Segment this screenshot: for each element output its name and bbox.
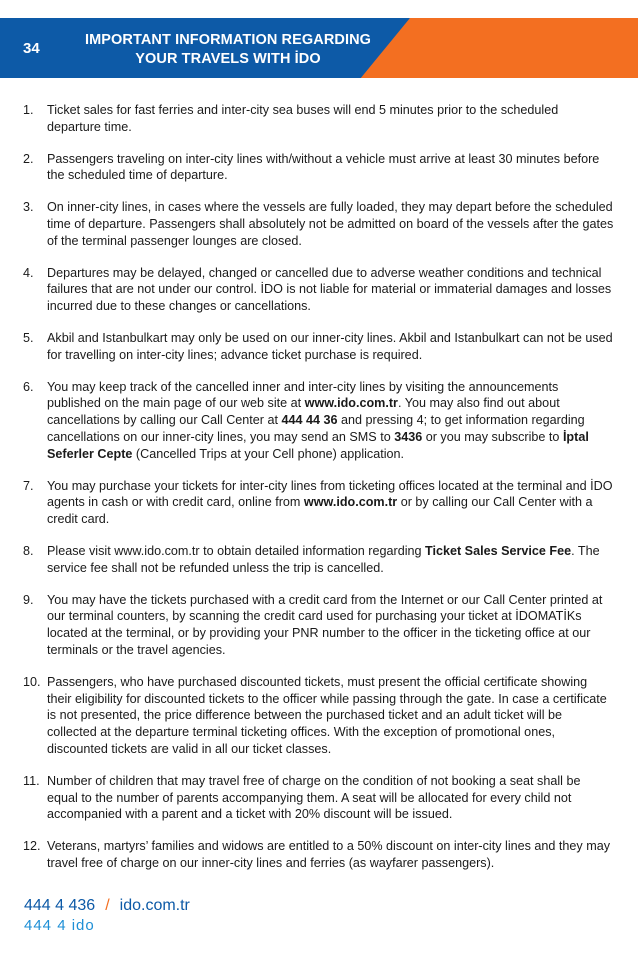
list-item (0, 592, 638, 659)
text-run: Passengers traveling on inter-city lines with/without a vehicle must arrive at least 30 minutes before the scheduled time of departure. (47, 151, 600, 183)
page-number: 34 (23, 40, 40, 57)
text-run: Veterans, martyrs’ families and widows are entitled to a 50% discount on inter-city lines and they may travel free of charge on our inner-city lines and ferries (as wayfarer passengers). (47, 839, 611, 870)
text-run: Akbil and Istanbulkart may only be used on our inner-city lines. Akbil and Istanbulkart can not be used for travelling on inter-city lines; advance ticket purchase is required. (47, 330, 613, 362)
list-item-number: 7. (23, 478, 34, 493)
text-run: . The service fee shall not be refunded unless the trip is cancelled. (47, 543, 600, 575)
footer-separator: / (105, 897, 110, 914)
bold-text: 3436 (394, 429, 423, 444)
page-title-line1: IMPORTANT INFORMATION REGARDING (84, 32, 372, 48)
list-item-text (47, 151, 614, 185)
list-item-text (47, 773, 614, 823)
list-item-number: 1. (23, 103, 34, 117)
footer-vanity-number: 444 4 ido (24, 917, 95, 934)
list-item-text (47, 379, 614, 463)
list-item-text (47, 838, 614, 872)
bold-text: www.ido.com.tr (304, 396, 398, 411)
page-header (0, 18, 638, 78)
list-item-number: 12. (23, 839, 41, 854)
list-item-text (47, 199, 614, 249)
bold-text: Ticket Sales Service Fee (425, 543, 572, 558)
bold-text: İptal Seferler Cepte (47, 429, 589, 461)
text-run: or you may subscribe to (422, 429, 563, 444)
list-item-number: 8. (23, 543, 34, 558)
list-item (0, 543, 638, 577)
list-item (0, 151, 638, 185)
text-run: On inner-city lines, in cases where the vessels are fully loaded, they may depart before the scheduled time of departure. Passengers shall absolutely not be admitted on board of the vessels after the gates of the terminal passenger lounges are closed. (47, 200, 614, 248)
list-item-text (47, 674, 614, 758)
list-item-text (47, 265, 614, 315)
page-title-line2: YOUR TRAVELS WITH İDO (135, 51, 321, 67)
list-item (0, 838, 638, 872)
information-list (0, 102, 638, 887)
list-item (0, 199, 638, 249)
text-run: You may keep track of the cancelled inner and inter-city lines by visiting the announcements published on the main page of our web site at (47, 379, 559, 411)
text-run: You may purchase your tickets for inter-city lines from ticketing offices located at the terminal and İDO agents in cash or with credit card, online from (47, 478, 613, 510)
bold-text: 444 44 36 (281, 413, 338, 428)
list-item-number: 9. (23, 592, 34, 607)
list-item-text (47, 543, 614, 577)
list-item-number: 3. (23, 200, 34, 215)
text-run: . You may also find out about cancellations by calling our Call Center at (47, 396, 560, 428)
list-item-text (47, 478, 614, 528)
list-item-number: 5. (23, 330, 34, 345)
list-item-number: 4. (23, 265, 34, 280)
text-run: Departures may be delayed, changed or cancelled due to adverse weather conditions and technical failures that are not under our control. İDO is not liable for material or immaterial damages and losses incurred due to these changes or cancellations. (47, 265, 612, 314)
page-title (58, 31, 398, 69)
list-item (0, 773, 638, 823)
text-run: (Cancelled Trips at your Cell phone) application. (132, 446, 405, 461)
list-item-number: 10. (23, 674, 41, 689)
text-run: Number of children that may travel free of charge on the condition of not booking a seat shall be equal to the number of parents accompanying them. A seat will be allocated for every child not accompanied with a parent and a ticket with 20% discount will be issued. (47, 773, 581, 822)
list-item (0, 379, 638, 463)
text-run: Please visit www.ido.com.tr to obtain detailed information regarding (47, 543, 426, 558)
list-item-text (47, 592, 614, 659)
list-item (0, 265, 638, 315)
footer-contact-line (24, 896, 190, 916)
list-item (0, 330, 638, 364)
text-run: Passengers, who have purchased discounted tickets, must present the official certificate showing their eligibility for discounted tickets to the officer while passing through the gate. In case a certificate is not presented, the price difference between the purchased ticket and an adult ticket will be collected at the departure terminal ticketing offices. With the exception of promotional ones, discounted tickets are valid in all our ticket classes. (47, 674, 607, 756)
text-run: or by calling our Call Center with a credit card. (47, 495, 593, 527)
list-item-number: 6. (23, 379, 34, 394)
list-item-text (47, 330, 614, 364)
footer-phone: 444 4 436 (24, 897, 96, 914)
footer-website: ido.com.tr (119, 897, 190, 914)
list-item (0, 478, 638, 528)
list-item-number: 11. (23, 773, 40, 788)
list-item-text (47, 102, 614, 136)
list-item (0, 102, 638, 136)
list-item (0, 674, 638, 758)
text-run: Ticket sales for fast ferries and inter-city sea buses will end 5 minutes prior to the scheduled departure time. (47, 103, 559, 134)
text-run: and pressing 4; to get information regarding cancellations on our inner-city lines, you may send an SMS to (47, 413, 585, 444)
text-run: You may have the tickets purchased with a credit card from the Internet or our Call Center printed at our terminal counters, by scanning the credit card used for purchasing your ticket at İDOMATİKs located at the terminal, or by providing your PNR number to the officer in the ticketing office at our terminals or the travel agencies. (47, 592, 603, 657)
list-item-number: 2. (23, 151, 34, 166)
bold-text: www.ido.com.tr (303, 495, 398, 510)
page-footer (24, 896, 190, 936)
